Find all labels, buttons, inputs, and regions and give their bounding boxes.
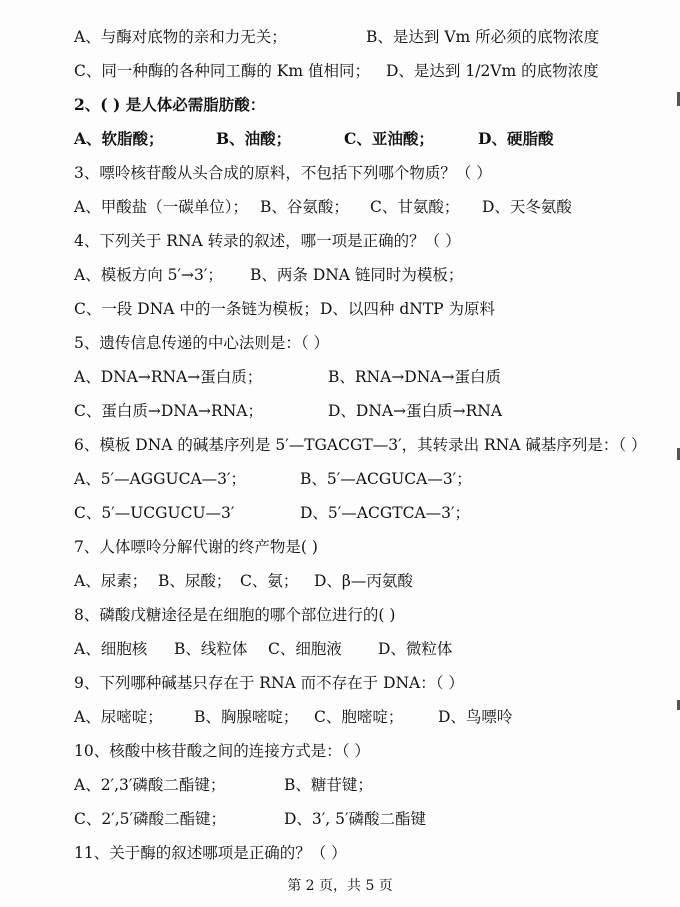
option-c: C、一段 DNA 中的一条链为模板；	[74, 300, 319, 318]
question-4	[74, 226, 674, 256]
option-b: B、糖苷键；	[284, 776, 373, 794]
option-d: D、鸟嘌呤	[438, 708, 513, 726]
option-d: D、硬脂酸	[478, 129, 554, 148]
option-d: D、是达到 1/2Vm 的底物浓度	[386, 62, 599, 80]
option-a: A、细胞核	[74, 640, 148, 658]
option-a: A、2′,3′磷酸二酯键；	[74, 776, 226, 794]
q7-options	[74, 566, 674, 596]
option-a: A、尿嘧啶；	[74, 708, 163, 726]
q3-options	[74, 192, 674, 222]
option-a: A、软脂酸；	[74, 129, 164, 148]
q1-options-ab	[74, 22, 674, 52]
question-text: 8、磷酸戊糖途径是在细胞的哪个部位进行的( )	[74, 606, 396, 624]
option-d: D、5′—ACGTCA—3′；	[300, 504, 471, 522]
option-b: B、胸腺嘧啶；	[194, 708, 299, 726]
question-3	[74, 158, 674, 188]
question-8	[74, 600, 674, 630]
option-c: C、亚油酸；	[344, 129, 434, 148]
option-c: C、氨；	[240, 572, 299, 590]
q5-options-ab	[74, 362, 674, 392]
q9-options	[74, 702, 674, 732]
question-text: 7、人体嘌呤分解代谢的终产物是( )	[74, 538, 318, 556]
question-text: 2、( ) 是人体必需脂肪酸：	[74, 95, 266, 114]
question-5	[74, 328, 674, 358]
q8-options	[74, 634, 674, 664]
question-text: 10、核酸中核苷酸之间的连接方式是：（ ）	[74, 742, 370, 760]
option-b: B、是达到 Vm 所必须的底物浓度	[366, 28, 600, 46]
q10-options-cd	[74, 804, 674, 834]
question-text: 4、下列关于 RNA 转录的叙述，哪一项是正确的？（ ）	[74, 232, 461, 250]
page-footer: 第 2 页，共 5 页	[287, 878, 393, 894]
option-c: C、胞嘧啶；	[314, 708, 404, 726]
q6-options-cd	[74, 498, 674, 528]
option-c: C、2′,5′磷酸二酯键；	[74, 810, 227, 828]
option-a: A、DNA→RNA→蛋白质；	[74, 368, 263, 386]
option-c: C、5′—UCGUCU—3′	[74, 504, 235, 522]
q5-options-cd	[74, 396, 674, 426]
option-d: D、微粒体	[378, 640, 453, 658]
option-d: D、β—丙氨酸	[314, 572, 413, 590]
option-d: D、以四种 dNTP 为原料	[320, 300, 496, 318]
question-text: 5、遗传信息传递的中心法则是：（ ）	[74, 334, 330, 352]
question-11	[74, 838, 674, 868]
option-a: A、与酶对底物的亲和力无关；	[74, 28, 287, 46]
option-b: B、5′—ACGUCA—3′；	[300, 470, 472, 488]
question-text: 6、模板 DNA 的碱基序列是 5′—TGACGT—3′，其转录出 RNA 碱基序列是：（ ）	[74, 436, 647, 454]
option-b: B、尿酸；	[158, 572, 232, 590]
option-d: D、3′, 5′磷酸二酯键	[284, 810, 427, 828]
q1-options-cd	[74, 56, 674, 86]
option-b: B、线粒体	[174, 640, 248, 658]
q2-options	[74, 124, 674, 154]
question-9	[74, 668, 674, 698]
q4-options-cd	[74, 294, 674, 324]
question-10	[74, 736, 674, 766]
question-6	[74, 430, 674, 460]
option-c: C、蛋白质→DNA→RNA；	[74, 402, 263, 420]
option-b: B、两条 DNA 链同时为模板；	[250, 266, 464, 284]
question-7	[74, 532, 674, 562]
question-text: 3、嘌呤核苷酸从头合成的原料，不包括下列哪个物质？（ ）	[74, 164, 492, 182]
option-a: A、尿素；	[74, 572, 148, 590]
q4-options-ab	[74, 260, 674, 290]
question-text: 11、关于酶的叙述哪项是正确的？（ ）	[74, 844, 347, 862]
option-d: D、天冬氨酸	[482, 198, 572, 216]
q10-options-ab	[74, 770, 674, 800]
option-b: B、RNA→DNA→蛋白质	[328, 368, 501, 386]
question-text: 9、下列哪种碱基只存在于 RNA 而不存在于 DNA：（ ）	[74, 674, 464, 692]
option-b: B、谷氨酸；	[260, 198, 349, 216]
option-c: C、同一种酶的各种同工酶的 Km 值相同；	[74, 62, 370, 80]
q6-options-ab	[74, 464, 674, 494]
option-c: C、甘氨酸；	[370, 198, 460, 216]
option-b: B、油酸；	[216, 129, 292, 148]
option-d: D、DNA→蛋白质→RNA	[328, 402, 503, 420]
option-a: A、甲酸盐（一碳单位）；	[74, 198, 248, 216]
question-2	[74, 90, 674, 120]
option-c: C、细胞液	[268, 640, 342, 658]
option-a: A、模板方向 5′→3′；	[74, 266, 223, 284]
option-a: A、5′—AGGUCA—3′；	[74, 470, 247, 488]
